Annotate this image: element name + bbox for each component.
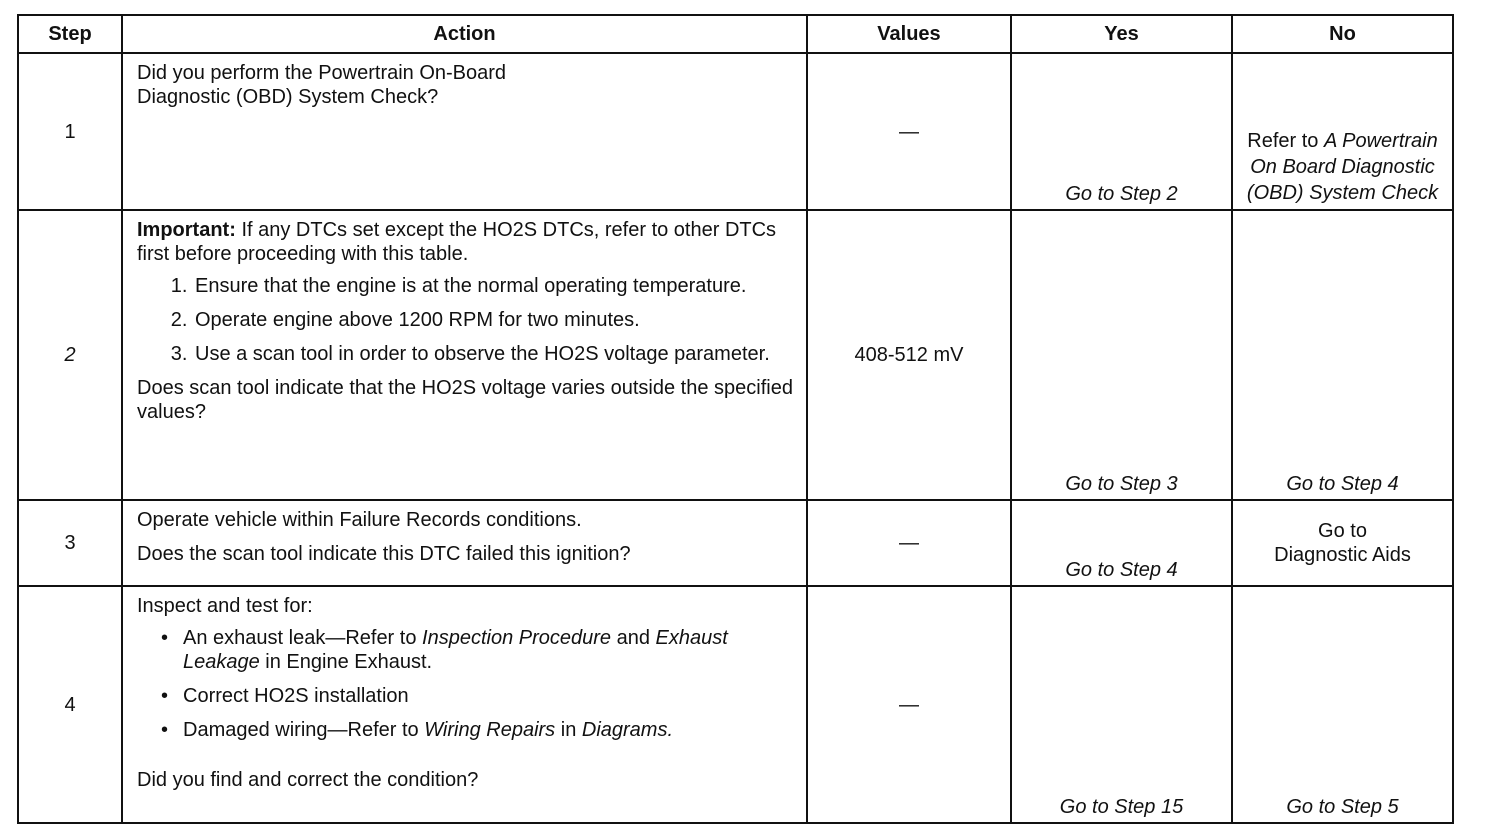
check-item xyxy=(183,626,796,674)
action-cell xyxy=(122,53,807,210)
step-number: 4 xyxy=(18,586,122,823)
table-row xyxy=(18,53,1453,210)
check-text: in Engine Exhaust. xyxy=(259,651,433,673)
action-intro: Inspect and test for: xyxy=(137,595,313,617)
table-row xyxy=(18,500,1453,586)
no-link[interactable]: Go to Step 5 xyxy=(1232,586,1453,823)
header-no: No xyxy=(1232,15,1453,53)
no-link[interactable]: Go to Step 4 xyxy=(1232,210,1453,500)
no-link[interactable]: A Powertrain On Board Diagnostic (OBD) System Check xyxy=(1246,130,1439,204)
check-text: Damaged wiring—Refer to xyxy=(183,719,425,741)
diagrams-link[interactable]: Diagrams. xyxy=(581,719,674,741)
procedure-list xyxy=(137,274,796,366)
important-text: If any DTCs set except the HO2S DTCs, refer to other DTCs first before proceeding with this table. xyxy=(137,219,777,265)
procedure-step: 1. Ensure that the engine is at the normal operating temperature. xyxy=(193,274,796,298)
action-cell xyxy=(122,586,807,823)
table-row xyxy=(18,586,1453,823)
inspection-procedure-link[interactable]: Inspection Procedure xyxy=(422,627,612,649)
header-row xyxy=(18,15,1453,53)
action-cell xyxy=(122,500,807,586)
check-item xyxy=(183,718,796,742)
action-question: Did you find and correct the condition? xyxy=(137,769,479,791)
wiring-repairs-link[interactable]: Wiring Repairs xyxy=(424,719,556,741)
check-text: and xyxy=(611,627,656,649)
no-line: Go to xyxy=(1318,520,1367,542)
header-yes: Yes xyxy=(1011,15,1232,53)
check-item: • Correct HO2S installation xyxy=(183,684,796,708)
action-question: Does scan tool indicate that the HO2S voltage varies outside the specified values? xyxy=(137,377,793,423)
yes-link[interactable]: Go to Step 2 xyxy=(1011,53,1232,210)
yes-link[interactable]: Go to Step 4 xyxy=(1011,500,1232,586)
action-text: Operate vehicle within Failure Records conditions. xyxy=(137,509,582,531)
no-cell[interactable] xyxy=(1232,500,1453,586)
header-action: Action xyxy=(122,15,807,53)
values-cell: — xyxy=(807,53,1011,210)
header-values: Values xyxy=(807,15,1011,53)
yes-link[interactable]: Go to Step 15 xyxy=(1011,586,1232,823)
check-list xyxy=(137,626,796,742)
check-text: in xyxy=(555,719,582,741)
no-prefix: Refer to xyxy=(1247,130,1324,152)
diagnostic-table xyxy=(17,14,1454,824)
no-cell xyxy=(1232,53,1453,210)
important-note xyxy=(137,218,796,266)
header-step: Step xyxy=(18,15,122,53)
yes-link[interactable]: Go to Step 3 xyxy=(1011,210,1232,500)
exhaust-leakage-link[interactable]: Exhaust Leakage xyxy=(183,627,728,673)
action-cell xyxy=(122,210,807,500)
action-text: Diagnostic (OBD) System Check? xyxy=(137,86,439,108)
procedure-step: 3. Use a scan tool in order to observe the HO2S voltage parameter. xyxy=(193,342,796,366)
important-label: Important: xyxy=(137,219,236,241)
procedure-step: 2. Operate engine above 1200 RPM for two minutes. xyxy=(193,308,796,332)
table-row xyxy=(18,210,1453,500)
step-number: 3 xyxy=(18,500,122,586)
values-cell: — xyxy=(807,586,1011,823)
check-text: An exhaust leak—Refer to xyxy=(183,627,423,649)
action-text: Did you perform the Powertrain On-Board xyxy=(137,62,507,84)
step-number: 1 xyxy=(18,53,122,210)
step-number: 2 xyxy=(18,210,122,500)
values-cell: 408-512 mV xyxy=(807,210,1011,500)
values-cell: — xyxy=(807,500,1011,586)
no-line: Diagnostic Aids xyxy=(1274,544,1411,566)
action-question: Does the scan tool indicate this DTC failed this ignition? xyxy=(137,543,631,565)
